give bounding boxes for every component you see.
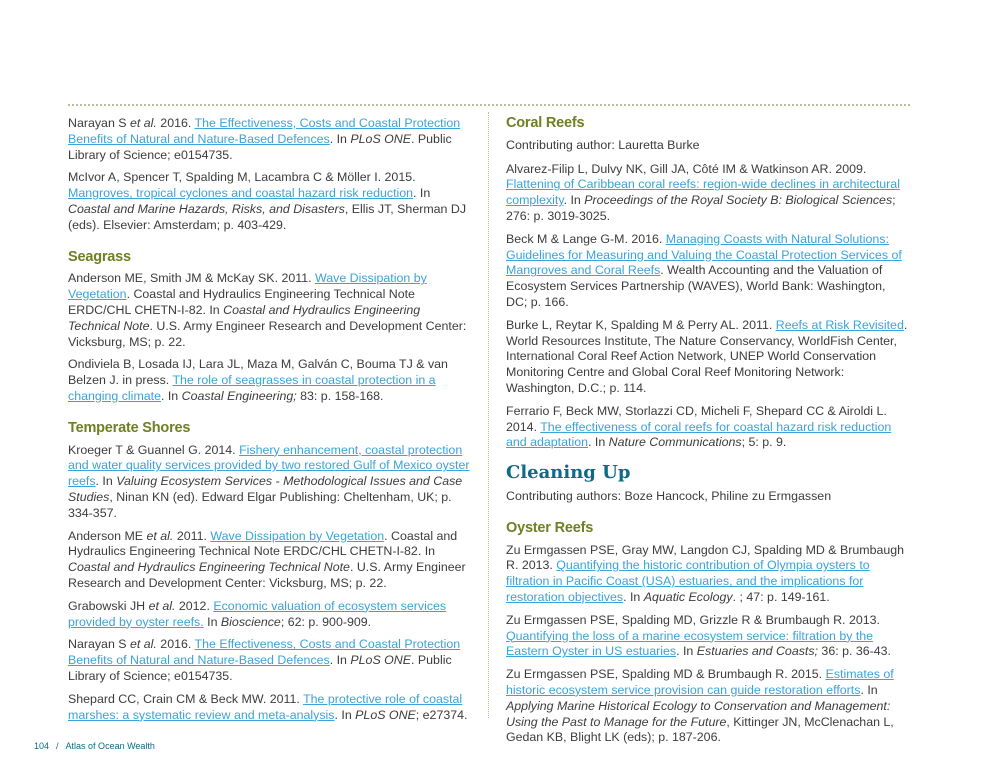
ref-details: . U.S. Army Engineer Research and Development Center: Vicksburg, MS; p. 22.	[68, 560, 466, 590]
ref-authors: McIvor A, Spencer T, Spalding M, Lacambra C & Möller I. 2015.	[68, 170, 416, 185]
reference-entry	[506, 318, 910, 397]
ref-authors: Alvarez-Filip L, Dulvy NK, Gill JA, Côté IM & Watkinson AR. 2009.	[506, 161, 867, 176]
ref-authors: Zu Ermgassen PSE, Spalding MD, Grizzle R & Brumbaugh R. 2013.	[506, 612, 880, 627]
ref-authors: Narayan S	[68, 116, 130, 130]
reference-entry	[506, 543, 910, 606]
reference-entry	[68, 637, 472, 684]
ref-authors: Ferrario F, Beck MW, Storlazzi CD, Micheli F, Shepard CC & Airoldi L. 2014.	[506, 403, 887, 434]
ref-source: Estuaries and Coasts;	[696, 644, 818, 659]
reference-entry	[506, 404, 910, 451]
reference-entry	[506, 613, 910, 660]
reference-entry	[506, 232, 910, 311]
ref-source: PLoS ONE	[350, 131, 412, 146]
ref-authors: Narayan S	[68, 637, 130, 652]
ref-details: , Ninan KN (ed). Edward Elgar Publishing: Cheltenham, UK; p. 334-357.	[68, 489, 452, 520]
footer-separator: /	[56, 741, 59, 751]
ref-details: , Ellis JT, Sherman DJ (eds). Elsevier: Amsterdam; p. 403-429.	[68, 201, 467, 232]
ref-details: ; 5: p. 9.	[741, 435, 787, 450]
ref-source: Aquatic Ecology	[643, 589, 733, 604]
reference-entry	[506, 162, 910, 225]
ref-text: . In	[588, 435, 609, 450]
top-dotted-rule	[68, 104, 910, 106]
ref-text: . Coastal and Hydraulics Engineering Technical Note ERDC/CHL CHETN-I-82. In	[68, 528, 458, 559]
ref-details: . ; 47: p. 149-161.	[732, 589, 830, 604]
ref-text: . In	[676, 644, 697, 659]
ref-source: PLoS ONE	[350, 653, 412, 668]
ref-et-al: et al.	[129, 116, 157, 130]
reference-entry	[68, 170, 472, 233]
ref-title-link[interactable]: Mangroves, tropical cyclones and coastal hazard risk reduction	[68, 186, 414, 201]
ref-year: 2016.	[156, 637, 195, 652]
ref-source: Nature Communications	[608, 435, 742, 450]
ref-title-link[interactable]: Quantifying the loss of a marine ecosystem service: filtration by the Eastern Oyster in US estuaries	[506, 628, 874, 659]
ref-et-al: et al.	[148, 598, 176, 613]
ref-details: ; e27374.	[415, 707, 468, 722]
ref-title-link[interactable]: Reefs at Risk Revisited	[775, 317, 904, 332]
ref-source: Proceedings of the Royal Society B: Biological Sciences	[584, 193, 893, 208]
ref-title-link[interactable]: Managing Coasts with Natural Solutions: Guidelines for Measuring and Valuing the Coastal Protection Services of Mangroves and Coral Reefs	[506, 231, 902, 278]
ref-et-al: et al.	[146, 528, 174, 543]
column-divider	[488, 112, 489, 718]
ref-year: 2012.	[175, 598, 214, 613]
right-column	[506, 116, 910, 753]
ref-title-link[interactable]: The effectiveness of coral reefs for coastal hazard risk reduction and adaptation	[506, 419, 892, 450]
ref-text: . In	[334, 707, 356, 722]
ref-title-link[interactable]: Estimates of historic ecosystem service provision can guide restoration efforts	[506, 667, 894, 697]
ref-details: . U.S. Army Engineer Research and Development Center: Vicksburg, MS; p. 22.	[68, 318, 467, 349]
ref-authors: Shepard CC, Crain CM & Beck MW. 2011.	[68, 691, 304, 706]
page-number: 104	[34, 741, 50, 751]
ref-text: . In	[329, 653, 351, 668]
reference-entry	[68, 116, 472, 163]
ref-authors: Anderson ME	[68, 528, 147, 543]
ref-text: . In	[329, 131, 351, 146]
ref-details: , Kittinger JN, McClenachan L, Gedan KB, Blight LK (eds); p. 187-206.	[506, 714, 894, 745]
ref-authors: Anderson ME, Smith JM & McKay SK. 2011.	[68, 271, 315, 286]
ref-details: 83: p. 158-168.	[296, 388, 384, 403]
left-column	[68, 116, 472, 730]
ref-title-link[interactable]: Fishery enhancement, coastal protection and water quality services provided by two restored Gulf of Mexico oyster reefs	[68, 442, 470, 489]
publication-title: Atlas of Ocean Wealth	[65, 741, 155, 751]
page-footer	[34, 741, 155, 751]
ref-title-link[interactable]: Economic valuation of ecosystem services provided by oyster reefs.	[68, 598, 447, 629]
ref-details: . Public Library of Science; e0154735.	[68, 653, 452, 683]
chapter-heading-cleaning-up: Cleaning Up	[506, 462, 631, 484]
ref-source: Applying Marine Historical Ecology to Conservation and Management: Using the Past to Manage for the Future	[506, 698, 891, 729]
ref-text: . In	[160, 388, 182, 403]
coral-refs	[506, 162, 910, 452]
section-heading-coral-reefs: Coral Reefs	[506, 115, 585, 131]
ref-authors: Ondiviela B, Losada IJ, Lara JL, Maza M, Galván C, Bouma TJ & van Belzen J. in press.	[68, 357, 448, 388]
ref-details: 36: p. 36-43.	[817, 644, 892, 659]
contributing-author: Contributing author: Lauretta Burke	[506, 137, 700, 152]
ref-text: . World Resources Institute, The Nature Conservancy, WorldFish Center, International Coral Reef Action Network, UNEP World Conservation Monitoring Centre and Global Coral Reef Monitoring Network: Washington, D.C.; p. 114.	[506, 317, 908, 395]
ref-text: . In	[623, 589, 644, 604]
ref-title-link[interactable]: The Effectiveness, Costs and Coastal Protection Benefits of Natural and Nature-Based Defences	[68, 637, 461, 668]
section-heading-temperate-shores: Temperate Shores	[68, 419, 191, 436]
reference-entry	[68, 443, 472, 522]
ref-details: ; 276: p. 3019-3025.	[506, 193, 896, 223]
ref-year: 2011.	[173, 528, 211, 543]
ref-source: Coastal and Hydraulics Engineering Technical Note	[68, 302, 421, 333]
reference-entry	[68, 271, 472, 350]
section-heading-oyster-reefs: Oyster Reefs	[506, 519, 594, 536]
ref-text: . In	[413, 186, 431, 201]
contributing-authors: Contributing authors: Boze Hancock, Philine zu Ermgassen	[506, 488, 832, 503]
temperate-refs	[68, 443, 472, 724]
ref-title-link[interactable]: Wave Dissipation by Vegetation	[68, 271, 427, 302]
ref-text: . In	[95, 474, 117, 489]
ref-authors: Grabowski JH	[68, 598, 149, 613]
reference-entry	[68, 692, 472, 724]
ref-authors: Burke L, Reytar K, Spalding M & Perry AL. 2011.	[506, 317, 776, 332]
ref-text: . In	[860, 682, 878, 697]
ref-title-link[interactable]: The Effectiveness, Costs and Coastal Protection Benefits of Natural and Nature-Based Defences	[68, 116, 461, 146]
ref-source: Coastal Engineering;	[181, 388, 297, 403]
ref-authors: Beck M & Lange G-M. 2016.	[506, 231, 666, 246]
ref-title-link[interactable]: Quantifying the historic contribution of Olympia oysters to filtration in Pacific Coast (USA) estuaries, and the implications for restoration objectives	[506, 558, 870, 604]
ref-details: . Public Library of Science; e0154735.	[68, 131, 452, 162]
oyster-refs	[506, 543, 910, 747]
ref-source: Coastal and Hydraulics Engineering Technical Note	[68, 560, 350, 575]
ref-source: Coastal and Marine Hazards, Risks, and Disasters	[68, 201, 345, 216]
ref-title-link[interactable]: The role of seagrasses in coastal protection in a changing climate	[68, 373, 436, 403]
ref-text: . Wealth Accounting and the Valuation of Ecosystem Services Partnership (WAVES), World Bank: Washington, DC; p. 166.	[506, 263, 886, 309]
ref-authors: Zu Ermgassen PSE, Spalding MD & Brumbaugh R. 2015.	[506, 667, 826, 682]
reference-entry	[506, 667, 910, 746]
ref-authors: Kroeger T & Guannel G. 2014.	[68, 442, 240, 457]
reference-entry	[68, 357, 472, 404]
section-heading-seagrass: Seagrass	[68, 248, 131, 265]
top-refs	[68, 116, 472, 234]
reference-entry	[68, 529, 472, 592]
ref-title-link[interactable]: The protective role of coastal marshes: a systematic review and meta-analysis	[68, 691, 463, 722]
ref-source: Valuing Ecosystem Services - Methodological Issues and Case Studies	[68, 474, 463, 504]
ref-text: . Coastal and Hydraulics Engineering Technical Note ERDC/CHL CHETN-I-82. In	[68, 287, 415, 317]
ref-title-link[interactable]: Wave Dissipation by Vegetation	[210, 528, 385, 543]
ref-title-link[interactable]: Flattening of Caribbean coral reefs: region-wide declines in architectural complexity	[506, 177, 900, 208]
ref-details: ; 62: p. 900-909.	[280, 614, 372, 629]
ref-et-al: et al.	[129, 637, 157, 652]
ref-source: Bioscience	[220, 614, 281, 629]
seagrass-refs	[68, 271, 472, 404]
ref-year: 2016.	[156, 116, 195, 130]
reference-entry	[68, 599, 472, 631]
ref-authors: Zu Ermgassen PSE, Gray MW, Langdon CJ, Spalding MD & Brumbaugh R. 2013.	[506, 542, 905, 573]
ref-text: In	[203, 614, 221, 629]
ref-source: PLoS ONE	[355, 707, 416, 722]
ref-text: . In	[563, 193, 585, 208]
